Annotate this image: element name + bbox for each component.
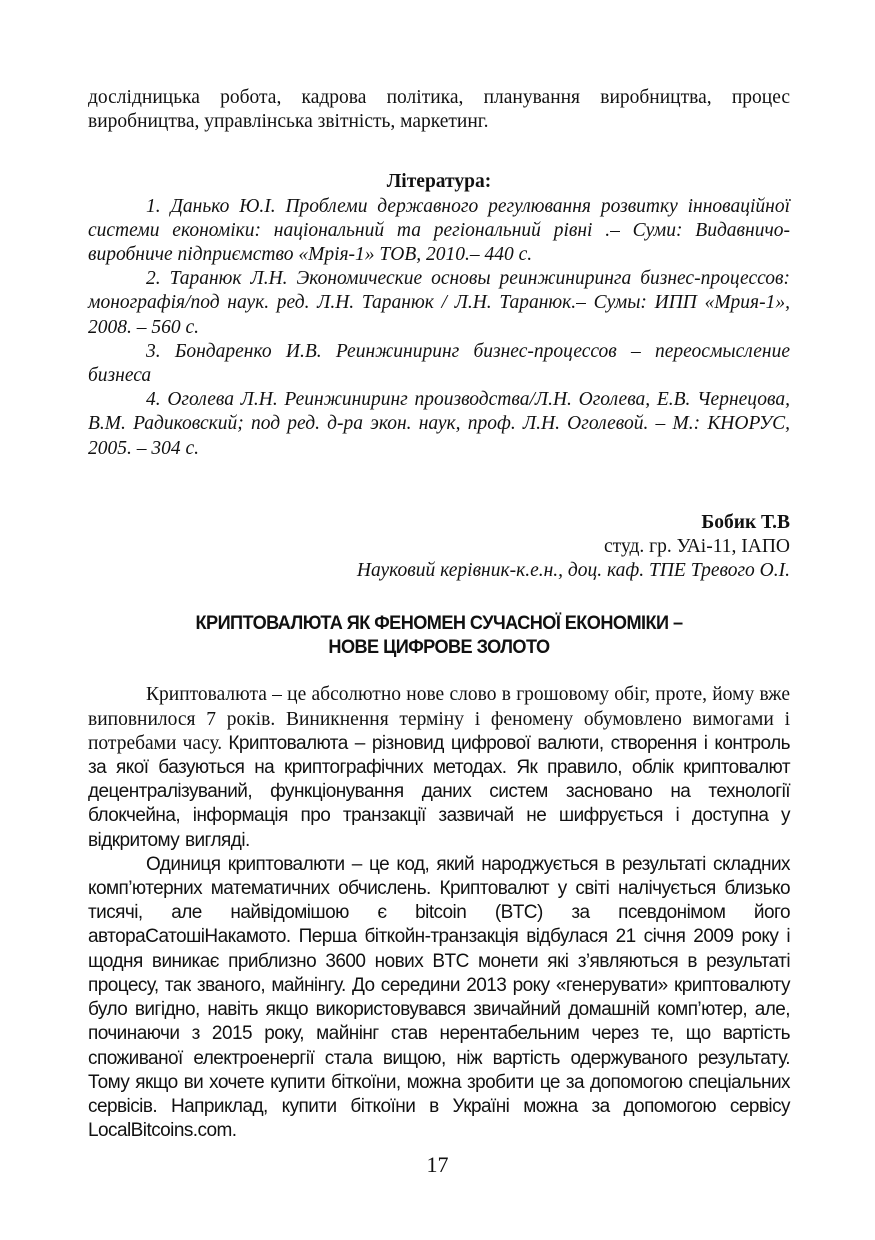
- article-title-line-1: КРИПТОВАЛЮТА ЯК ФЕНОМЕН СУЧАСНОЇ ЕКОНОМІКИ –: [195, 612, 683, 635]
- reference-item: 4. Оголева Л.Н. Реинжиниринг производства/Л.Н. Оголева, Е.В. Чернецова, В.М. Радиковский; под ред. д-ра экон. наук, проф. Л.Н. Оголевой. – М.: КНОРУС, 2005. – 304 с.: [88, 389, 790, 459]
- article-paragraph-2: Одиниця криптовалюти – це код, який народжується в результаті складних комп’ютерних математичних обчислень. Криптовалют у світі налічується близько тисячі, але найвідомішою є bitcoin (BTC) за псевдонімом його автораСатошіНакамото. Перша біткойн-транзакція відбулася 21 січня 2009 року і щодня виникає приблизно 3600 нових BTC монети які з’являються в результаті процесу, так званого, майнінгу. До середини 2013 року «генерувати» криптовалюту було вигідно, навіть якщо використовувався звичайний домашній комп’ютер, але, починаючи з 2015 року, майнінг став нерентабельним через те, що вартість споживаної електроенергії стала вищою, ніж вартість одержуваного результату. Тому якщо ви хочете купити біткоїни, можна зробити це за допомогою спеціальних сервісів. Наприклад, купити біткоїни в Україні можна за допомогою сервісу LocalBitcoins.com.: [88, 853, 790, 1142]
- intro-paragraph: дослідницька робота, кадрова політика, планування виробництва, процес виробництва, управлінська звітність, маркетинг.: [88, 87, 790, 133]
- author-name: Бобик Т.В: [701, 511, 790, 533]
- paragraph-1-definition-text: Криптовалюта – різновид цифрової валюти, створення і контроль за якої базуються на криптографічних методах. Як правило, облік криптовалют децентралізуваний, функціонування даних систем засновано на технології блокчейна, інформація про транзакції зазвичай не шифрується і доступна у відкритому вигляді.: [88, 732, 790, 851]
- paragraph-1-intro-text: Криптовалюта – це абсолютно нове слово в грошовому обіг, проте, йому вже виповнилося 7 років. Виникнення терміну і феномену обумовлено вимогами і потребами часу.: [88, 684, 790, 754]
- article-title: [113, 611, 766, 659]
- author-supervisor: Науковий керівник-к.е.н., доц. каф. ТПЕ Тревого О.І.: [356, 560, 790, 582]
- article-title-line-2: НОВЕ ЦИФРОВЕ ЗОЛОТО: [328, 636, 550, 659]
- article-paragraph-1: [88, 683, 790, 852]
- literature-heading: Література:: [386, 171, 492, 193]
- reference-item: 3. Бондаренко И.В. Реинжиниринг бизнес-процессов – переосмысление бизнеса: [88, 340, 790, 387]
- reference-item: 1. Данько Ю.І. Проблеми державного регулювання розвитку інноваційної системи економіки: національний та регіональний рівні .– Суми: Видавничо-виробниче підприємство «Мрія-1» ТОВ, 2010.– 440 с.: [88, 195, 790, 266]
- reference-list: [88, 195, 790, 461]
- page-number: 17: [426, 1152, 449, 1177]
- author-group: студ. гр. УАі-11, ІАПО: [604, 536, 790, 558]
- document-page: [88, 86, 790, 1143]
- article-body: [88, 683, 790, 1143]
- author-block: [88, 511, 790, 584]
- reference-item: 2. Таранюк Л.Н. Экономические основы реинжиниринга бизнес-процессов: монографія/под наук. ред. Л.Н. Таранюк / Л.Н. Таранюк.– Сумы: ИПП «Мрия-1», 2008. – 560 с.: [88, 268, 790, 338]
